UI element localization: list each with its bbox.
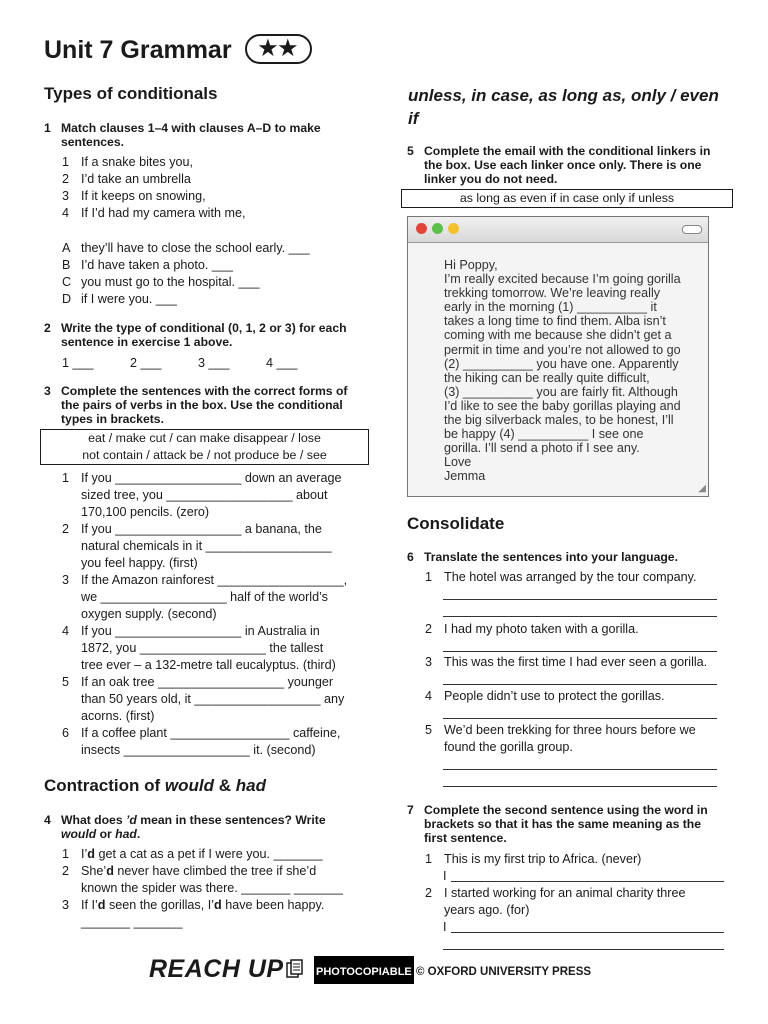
linkers-box: as long as even if in case only if unless	[401, 189, 733, 208]
publisher-label: © OXFORD UNIVERSITY PRESS	[416, 966, 592, 978]
list-item: 1 If you __________________ down an average sized tree, you __________________ about 170,100 pencils. (zero)	[62, 471, 342, 519]
page-title	[44, 34, 312, 65]
answer-blank[interactable]: 4 ___	[266, 356, 298, 370]
question-2-instructions: 2 Write the type of conditional (0, 1, 2 or 3) for each sentence in exercise 1 above.	[44, 321, 347, 349]
list-item: 3 If it keeps on snowing,	[62, 189, 206, 203]
q4-items	[62, 846, 372, 931]
toolbar-toggle-icon[interactable]	[682, 225, 702, 234]
answer-line[interactable]	[443, 769, 717, 770]
answer-line[interactable]	[443, 616, 717, 617]
question-number: 1	[44, 121, 51, 135]
list-item: 1 The hotel was arranged by the tour company.	[425, 570, 697, 584]
list-item: D if I were you. ___	[62, 292, 177, 306]
answer-blank[interactable]: 3 ___	[198, 356, 230, 370]
list-item: B I’d have taken a photo. ___	[62, 258, 233, 272]
list-item: 2 I started working for an animal charity three years ago. (for)	[425, 886, 686, 917]
section-heading-contraction: Contraction of would & had	[44, 776, 266, 795]
list-item: A they’ll have to close the school early. ___	[62, 241, 310, 255]
question-text: Match clauses 1–4 with clauses A–D to make sentences.	[61, 121, 321, 149]
verb-pairs-box	[40, 429, 369, 465]
list-item: 1 This is my first trip to Africa. (never)	[425, 852, 642, 866]
question-1-instructions	[44, 121, 364, 149]
difficulty-stars-badge: ★★	[245, 34, 313, 64]
answer-line[interactable]	[443, 684, 717, 685]
answer-line[interactable]	[451, 932, 724, 933]
answer-line[interactable]	[443, 949, 724, 950]
list-item: 4 If you __________________ in Australia in 1872, you __________________ the tallest tree ever – a 132-metre tall eucalyptus. (third)	[62, 624, 336, 672]
verb-pairs-line: eat / make cut / can make disappear / lose	[88, 431, 321, 445]
answer-prefix: I	[443, 869, 447, 883]
answer-line[interactable]	[451, 881, 724, 882]
question-3-instructions: 3 Complete the sentences with the correct forms of the pairs of verbs in the box. Use the conditional types in brackets.	[44, 384, 348, 426]
list-item: 4 People didn’t use to protect the gorillas.	[425, 689, 665, 703]
email-body: Hi Poppy, I’m really excited because I’m going gorilla trekking tomorrow. We’re leaving really early in the morning (1) __________ it takes a long time to find them. Alba isn’t coming with me because she didn’t get a permit in time and you’re not allowed to go (2) __________ you have one. Apparently the hiking can be really quite difficult, (3) __________ you are fairly fit. Although I’d like to see the baby gorillas playing and the big silverback males, to be honest, I’ll be happy (4) __________ I see one gorilla. I’ll send a photo if I see any. Love Jemma	[444, 258, 681, 484]
reach-up-logo: REACH UP	[149, 955, 305, 984]
verb-pairs-line: not contain / attack be / not produce be / see	[82, 448, 327, 462]
list-item: C you must go to the hospital. ___	[62, 275, 260, 289]
q2-answer-blanks	[62, 355, 298, 372]
question-5-instructions: 5 Complete the email with the conditional linkers in the box. Use each linker once only. There is one linker you do not need.	[407, 144, 711, 186]
question-6-instructions: 6 Translate the sentences into your language.	[407, 550, 678, 564]
answer-line[interactable]	[443, 651, 717, 652]
close-icon[interactable]	[416, 223, 427, 234]
q1-clauses-list	[62, 154, 245, 222]
books-icon	[285, 959, 305, 979]
list-item: 5 If an oak tree __________________ younger than 50 years old, it __________________ any acorns. (first)	[62, 675, 345, 723]
list-item: 1 I’d get a cat as a pet if I were you. _______	[62, 847, 323, 861]
question-4-instructions: 4 What does ’d mean in these sentences? Write would or had.	[44, 813, 326, 841]
answer-blank[interactable]: 1 ___	[62, 356, 94, 370]
list-item: 6 If a coffee plant _________________ caffeine, insects __________________ it. (second)	[62, 726, 341, 757]
list-item: 3 This was the first time I had ever seen a gorilla.	[425, 655, 708, 669]
list-item: 1 If a snake bites you,	[62, 155, 194, 169]
list-item: 4 If I’d had my camera with me,	[62, 206, 246, 220]
answer-line[interactable]	[443, 786, 717, 787]
resize-grip-icon[interactable]: ◢	[698, 483, 706, 494]
q3-items	[62, 470, 372, 759]
email-window	[407, 216, 709, 497]
list-item: 3 If I’d seen the gorillas, I’d have been happy. _______ _______	[62, 898, 325, 929]
list-item: 2 I had my photo taken with a gorilla.	[425, 622, 639, 636]
section-heading-consolidate: Consolidate	[407, 514, 505, 533]
answer-line[interactable]	[443, 718, 717, 719]
minimize-icon[interactable]	[448, 223, 459, 234]
section-heading-types-of-conditionals: Types of conditionals	[44, 84, 218, 103]
question-7-instructions: 7 Complete the second sentence using the word in brackets so that it has the same meaning as the first sentence.	[407, 803, 708, 845]
list-item: 2 She’d never have climbed the tree if she’d known the spider was there. _______ _______	[62, 864, 343, 895]
answer-line[interactable]	[443, 599, 717, 600]
q1-answers-list	[62, 240, 310, 308]
title-text: Unit 7 Grammar	[44, 36, 232, 64]
section-heading-linkers: unless, in case, as long as, only / even if	[408, 86, 719, 128]
list-item: 2 I’d take an umbrella	[62, 172, 191, 186]
maximize-icon[interactable]	[432, 223, 443, 234]
list-item: 2 If you __________________ a banana, the natural chemicals in it __________________ you feel happy. (first)	[62, 522, 332, 570]
list-item: 5 We’d been trekking for three hours before we found the gorilla group.	[425, 723, 696, 754]
answer-blank[interactable]: 2 ___	[130, 356, 162, 370]
photocopiable-label: PHOTOCOPIABLE	[314, 956, 414, 984]
email-titlebar	[408, 217, 708, 243]
list-item: 3 If the Amazon rainforest __________________, we __________________ half of the world’s oxygen supply. (second)	[62, 573, 348, 621]
answer-prefix: I	[443, 920, 447, 934]
